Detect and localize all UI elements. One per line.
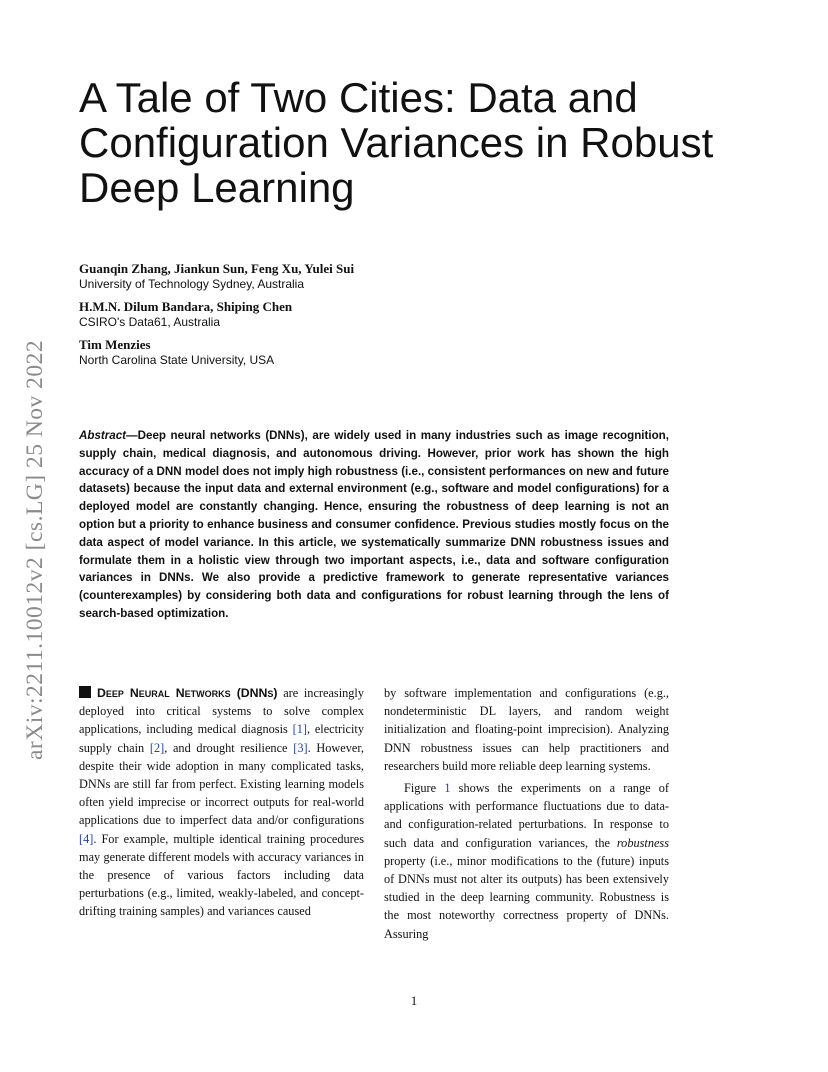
citation-link[interactable]: [4] [79, 831, 94, 846]
author-names: H.M.N. Dilum Bandara, Shiping Chen [79, 299, 293, 314]
body-text: property (i.e., minor modifications to the (future) inputs of DNNs must not alter its outputs) has been extensively studied in the deep learning community. Robustness is the most noteworthy correctness property of DNNs. Assuring [384, 853, 669, 941]
citation-link[interactable]: [3] [293, 740, 308, 755]
abstract [79, 427, 669, 623]
body-text: , electricity supply chain [79, 722, 364, 755]
author-names: Tim Menzies [79, 337, 151, 352]
arxiv-identifier: arXiv:2211.10012v2 [cs.LG] 25 Nov 2022 [22, 339, 48, 760]
section-heading: Deep Neural Networks (DNNs) [97, 686, 278, 700]
body-text: shows the experiments on a range of applications with performance fluctuations due to data- and configuration-related perturbations. In response to such data and configuration variances, the [384, 781, 669, 850]
abstract-text: —Deep neural networks (DNNs), are widely used in many industries such as image recognition, supply chain, medical diagnosis, and autonomous driving. However, prior work has shown the high accuracy of a DNN model does not imply high robustness (i.e., consistent performances on new and future datasets) because the input data and external environment (e.g., software and model configurations) for a deployed model are constantly changing. Hence, ensuring the robustness of deep learning is not an option but a priority to enhance business and consumer confidence. Previous studies mostly focus on the data aspect of model variance. In this article, we systematically summarize DNN robustness issues and formulate them in a holistic view through two important aspects, i.e., data and software configuration variances in DNNs. We also provide a predictive framework to generate representative variances (counterexamples) by considering both data and configurations for robust learning through the lens of search-based optimization. [79, 429, 669, 620]
author-affiliation: University of Technology Sydney, Australia [79, 277, 305, 291]
author-affiliation: CSIRO's Data61, Australia [79, 315, 221, 329]
body-text: Figure [404, 781, 445, 796]
author-block [79, 261, 679, 375]
citation-link[interactable]: [1] [292, 722, 307, 737]
page-number: 1 [410, 993, 418, 1008]
emphasized-term: robustness [616, 835, 669, 850]
body-text: . For example, multiple identical training procedures may generate different models with accuracy variances in the presence of various factors including data perturbations (e.g., limited, weakly-labeled, and concept-drifting training samples) and variances caused [79, 831, 364, 919]
author-group [79, 299, 679, 330]
paper-title: A Tale of Two Cities: Data and Configuration Variances in Robust Deep Learning [79, 74, 714, 211]
section-square-icon [79, 686, 91, 698]
author-group [79, 337, 679, 368]
body-column-right [384, 684, 669, 943]
body-paragraph: by software implementation and configurations (e.g., nondeterministic DL layers, and random weight initialization and floating-point imprecision). Analyzing DNN robustness issues can help practitioners and researchers build more reliable deep learning systems. [384, 686, 669, 773]
body-column-left [79, 684, 364, 921]
author-group [79, 261, 679, 292]
citation-link[interactable]: [2] [149, 740, 165, 755]
body-paragraph [384, 779, 669, 943]
body-text: , and drought resilience [164, 740, 294, 755]
author-names: Guanqin Zhang, Jiankun Sun, Feng Xu, Yulei Sui [79, 261, 355, 276]
body-text: are increasingly deployed into critical systems to solve complex applications, including medical diagnosis [79, 686, 364, 737]
abstract-label: Abstract [79, 429, 127, 442]
figure-reference-link[interactable]: 1 [444, 781, 451, 796]
author-affiliation: North Carolina State University, USA [79, 353, 275, 367]
intro-paragraph [79, 684, 364, 921]
body-text: . However, despite their wide adoption in many complicated tasks, DNNs are still far from perfect. Existing learning models often yield imprecise or incorrect outputs for real-world applications due to imperfect data and/or configurations [79, 740, 364, 828]
